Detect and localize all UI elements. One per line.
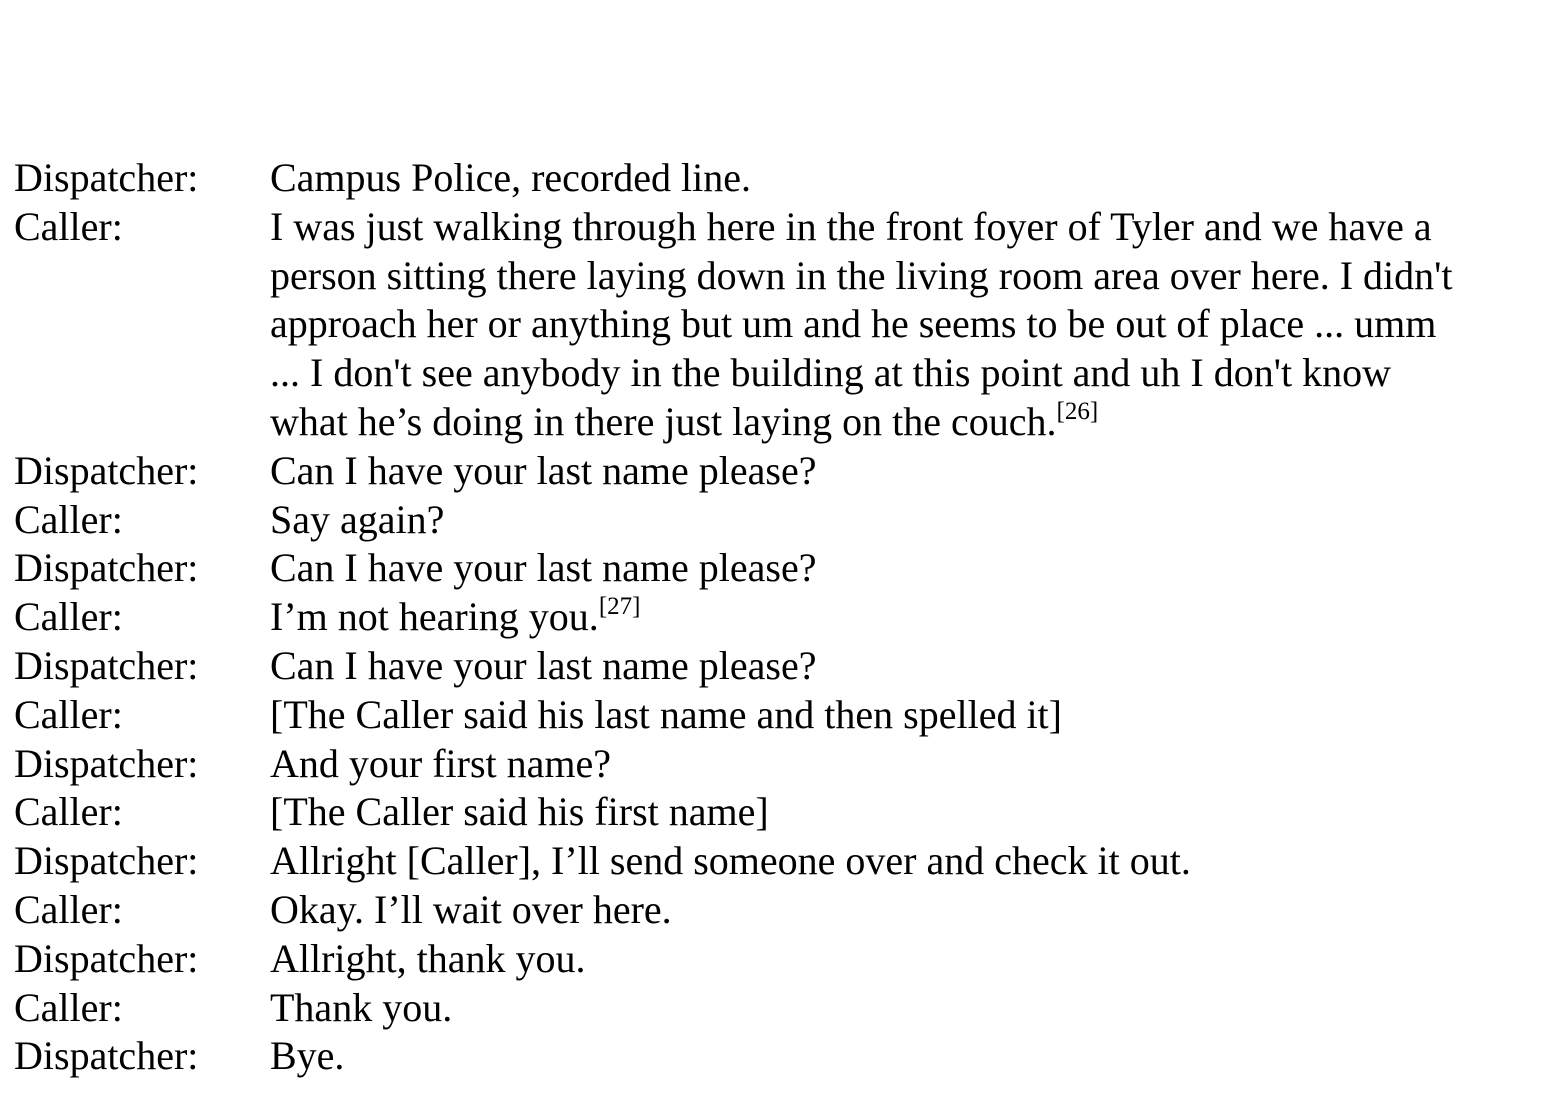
utterance bbox=[270, 788, 1532, 837]
speaker-label: Dispatcher: bbox=[14, 155, 199, 200]
utterance-line: I was just walking through here in the front foyer of Tyler and we have a bbox=[270, 203, 1432, 249]
utterance bbox=[270, 886, 1532, 935]
speaker-label: Caller: bbox=[14, 203, 123, 249]
utterance-text: what he’s doing in there just laying on the couch. bbox=[270, 398, 1057, 444]
speaker-label: Dispatcher: bbox=[14, 545, 199, 591]
transcript-turn bbox=[14, 740, 1534, 789]
utterance-line: Can I have your last name please? bbox=[270, 545, 817, 591]
transcript-turn bbox=[14, 935, 1534, 984]
speaker-label: Dispatcher: bbox=[14, 447, 199, 493]
speaker-label: Dispatcher: bbox=[14, 1033, 199, 1079]
transcript-turn bbox=[14, 642, 1534, 691]
speaker-label: Dispatcher: bbox=[14, 642, 199, 688]
utterance bbox=[270, 935, 1532, 984]
utterance-line-with-footnote bbox=[270, 593, 1532, 642]
utterance-line: person sitting there laying down in the living room area over here. I didn't bbox=[270, 252, 1453, 298]
transcript-turn bbox=[14, 984, 1534, 1033]
utterance-line: Say again? bbox=[270, 496, 445, 542]
utterance bbox=[270, 691, 1532, 740]
transcript-turn bbox=[14, 691, 1534, 740]
utterance-line: And your first name? bbox=[270, 740, 612, 786]
utterance-line: Allright [Caller], I’ll send someone over and check it out. bbox=[270, 838, 1191, 884]
utterance bbox=[270, 544, 1532, 593]
utterance-line: ... I don't see anybody in the building at this point and uh I don't know bbox=[270, 350, 1391, 396]
speaker-label: Caller: bbox=[14, 496, 123, 542]
speaker-label: Dispatcher: bbox=[14, 935, 199, 981]
utterance-line: Allright, thank you. bbox=[270, 935, 586, 981]
transcript-turn bbox=[14, 544, 1534, 593]
footnote-marker[interactable]: [27] bbox=[598, 592, 641, 620]
utterance-text: I’m not hearing you. bbox=[270, 594, 599, 640]
utterance-line: Can I have your last name please? bbox=[270, 447, 817, 493]
utterance bbox=[270, 740, 1532, 789]
speaker-label: Dispatcher: bbox=[14, 740, 199, 786]
utterance-line: Thank you. bbox=[270, 984, 453, 1030]
transcript-turn bbox=[14, 1032, 1534, 1081]
transcript-turn bbox=[14, 788, 1534, 837]
transcript-turn bbox=[14, 154, 1534, 203]
utterance bbox=[270, 984, 1532, 1033]
footnote-marker[interactable]: [26] bbox=[1056, 397, 1099, 425]
speaker-label: Caller: bbox=[14, 594, 123, 640]
speaker-label: Caller: bbox=[14, 886, 123, 932]
transcript-turn bbox=[14, 886, 1534, 935]
transcript-turn bbox=[14, 837, 1534, 886]
utterance-line: [The Caller said his first name] bbox=[270, 789, 769, 835]
utterance-line: Can I have your last name please? bbox=[270, 642, 817, 688]
utterance-line: approach her or anything but um and he seems to be out of place ... umm bbox=[270, 301, 1437, 347]
utterance-line: Okay. I’ll wait over here. bbox=[270, 886, 672, 932]
transcript-turn bbox=[14, 203, 1534, 447]
transcript-turn bbox=[14, 593, 1534, 642]
utterance bbox=[270, 837, 1532, 886]
utterance bbox=[270, 593, 1532, 642]
utterance bbox=[270, 154, 1532, 203]
utterance-line: [The Caller said his last name and then spelled it] bbox=[270, 691, 1062, 737]
utterance-line: Campus Police, recorded line. bbox=[270, 155, 751, 200]
transcript-turn bbox=[14, 447, 1534, 496]
speaker-label: Dispatcher: bbox=[14, 838, 199, 884]
transcript bbox=[14, 154, 1534, 1081]
transcript-turn bbox=[14, 496, 1534, 545]
speaker-label: Caller: bbox=[14, 691, 123, 737]
speaker-label: Caller: bbox=[14, 789, 123, 835]
utterance-line: Bye. bbox=[270, 1033, 345, 1079]
utterance bbox=[270, 203, 1532, 447]
utterance bbox=[270, 1032, 1532, 1081]
utterance bbox=[270, 447, 1532, 496]
utterance-line-with-footnote bbox=[270, 398, 1532, 447]
speaker-label: Caller: bbox=[14, 984, 123, 1030]
utterance bbox=[270, 642, 1532, 691]
utterance bbox=[270, 496, 1532, 545]
